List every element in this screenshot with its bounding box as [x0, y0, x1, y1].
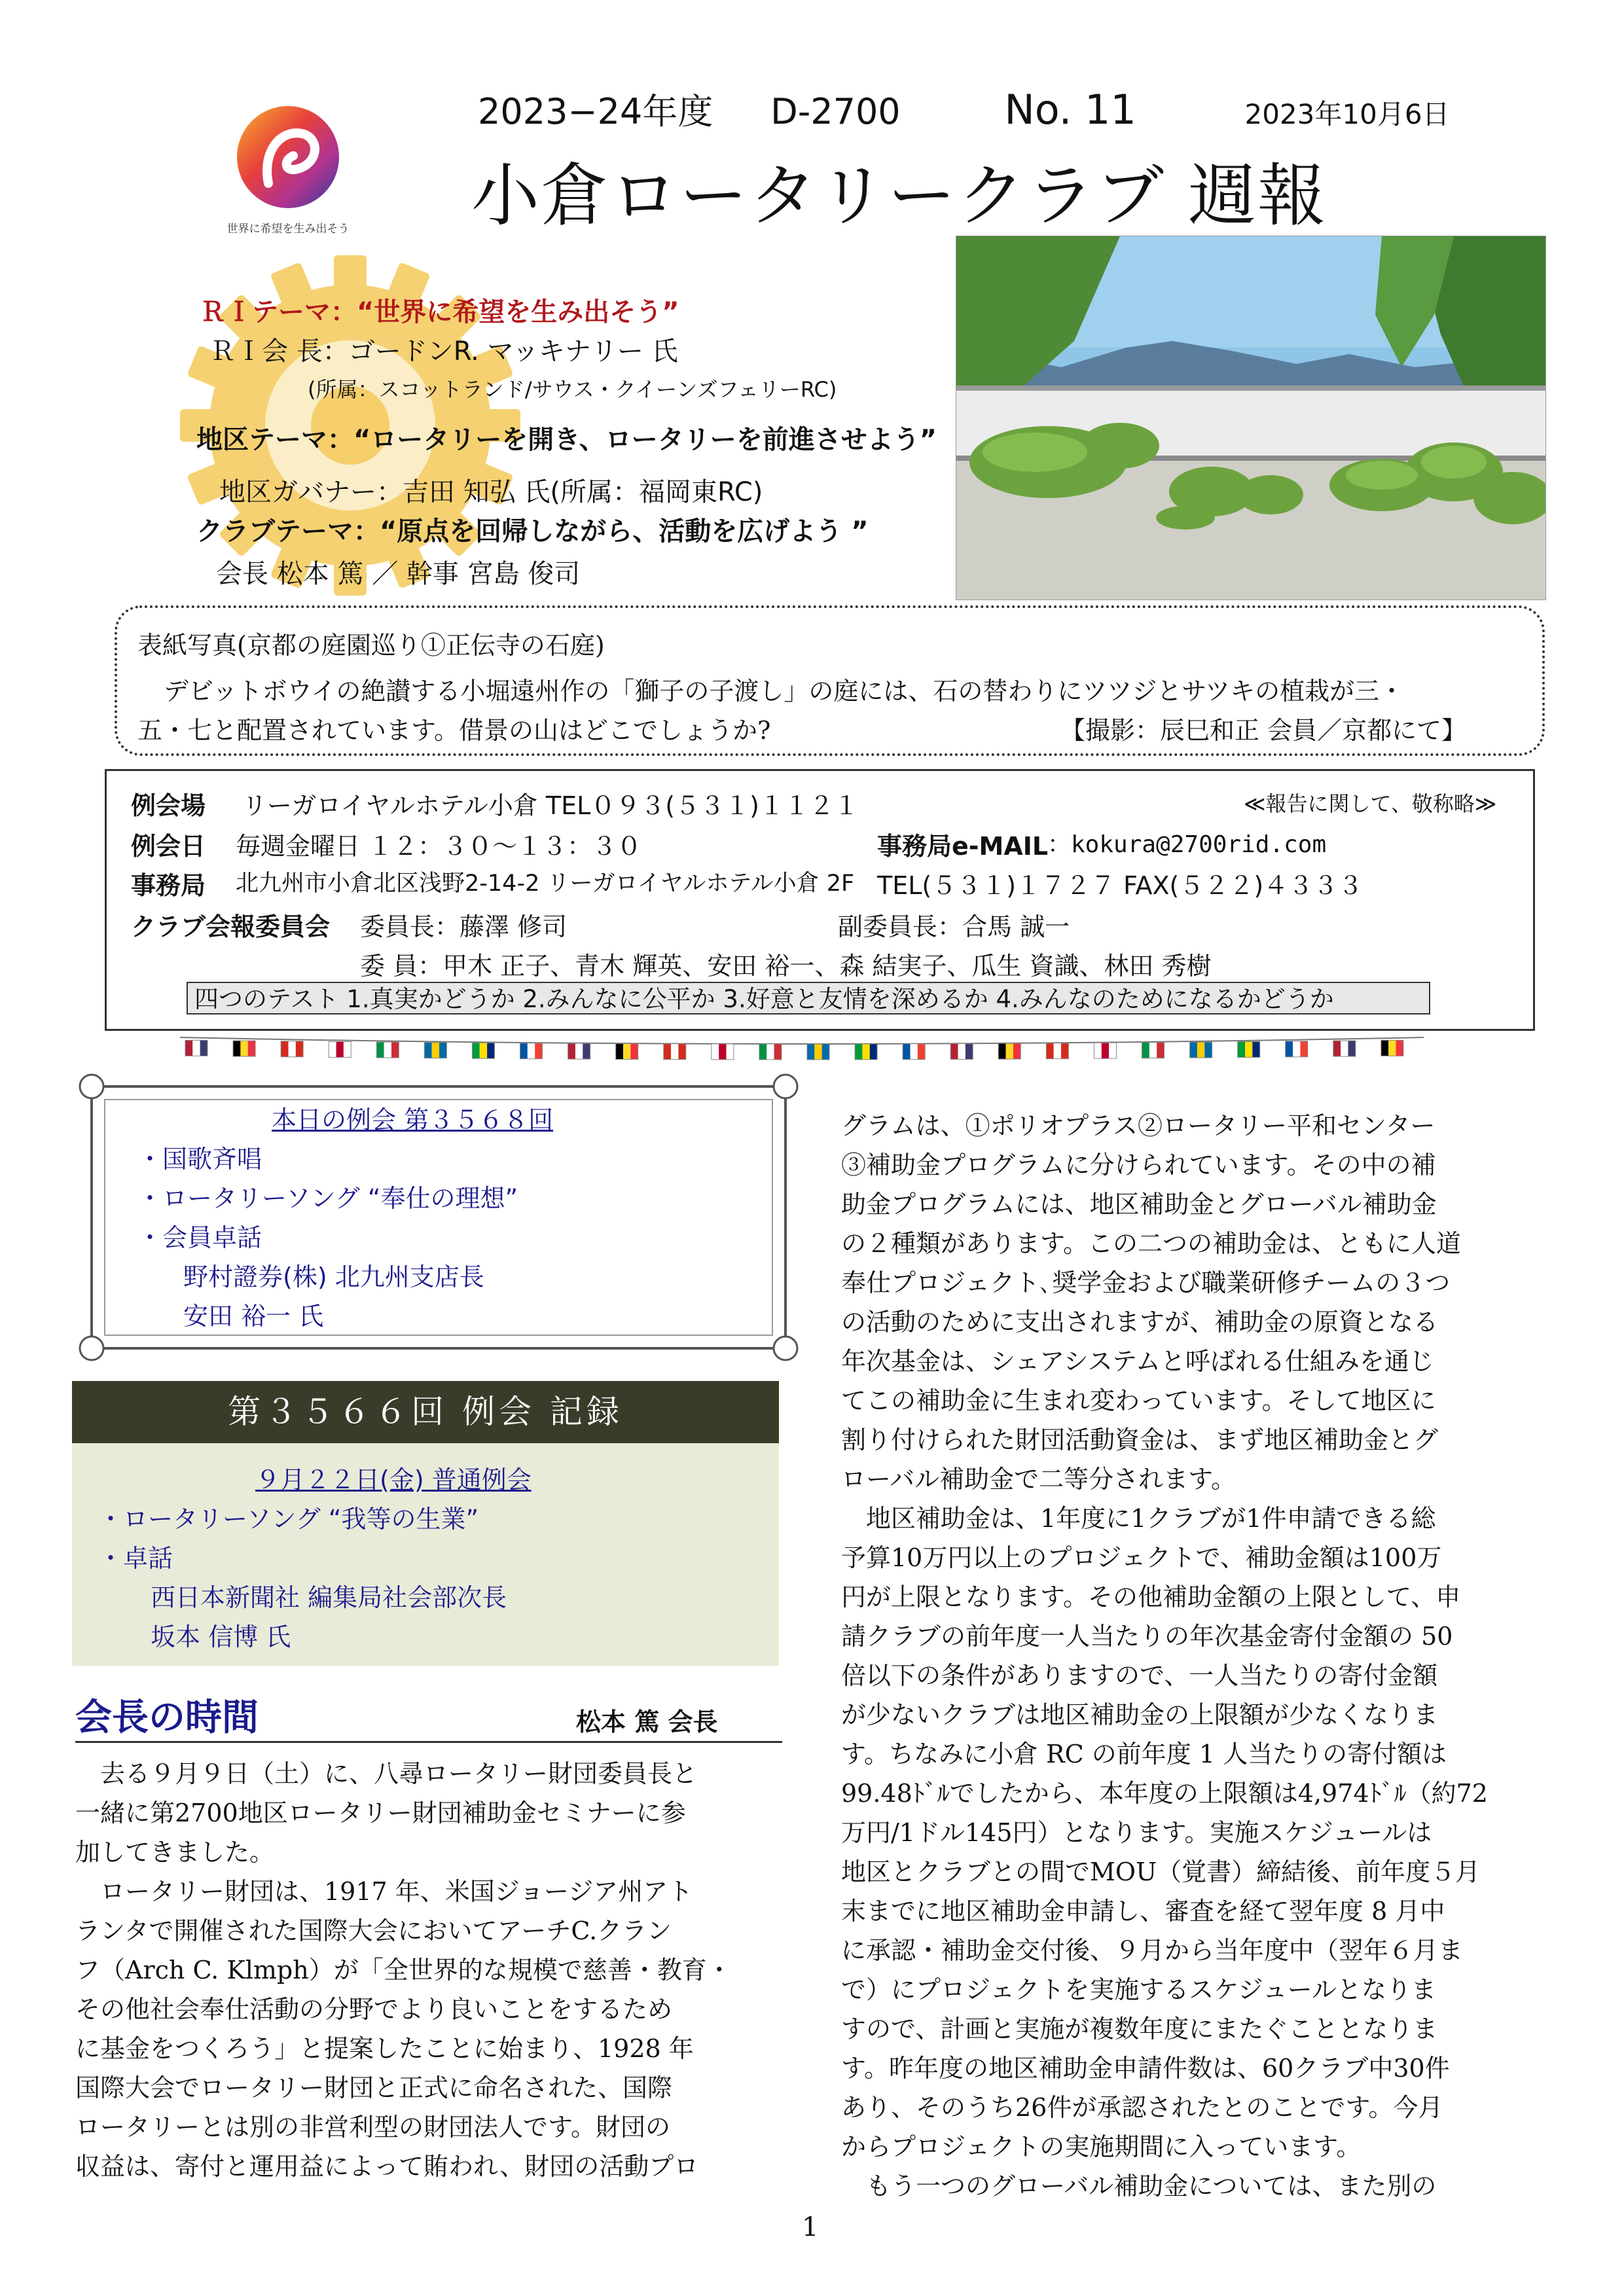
- flag-icon: [472, 1043, 494, 1058]
- committee-vice-chair: 副委員長：合馬 誠一: [838, 912, 1070, 941]
- text-line: 一緒に第2700地区ロータリー財団補助金セミナーに参: [75, 1799, 686, 1827]
- venue-label: 例会場: [131, 791, 206, 820]
- text-line: 国際大会でロータリー財団と正式に命名された、国際: [75, 2073, 673, 2102]
- venue: リーガロイヤルホテル小倉 TEL０９３(５３１)１１２１: [242, 791, 859, 820]
- district-theme: 地区テーマ：“ロータリーを開き、ロータリーを前進させよう”: [196, 425, 937, 455]
- flag-icon: [1381, 1040, 1403, 1056]
- cover-photo: [956, 236, 1546, 600]
- logo-caption: 世界に希望を生み出そう: [226, 223, 350, 236]
- text-line: ローバル補助金で二等分されます。: [841, 1465, 1236, 1494]
- president-section-title: 会長の時間: [75, 1696, 259, 1739]
- text-line: の活動のために支出されますが、補助金の原資となる: [841, 1308, 1439, 1336]
- flag-icon: [185, 1040, 208, 1056]
- flag-icon: [1286, 1041, 1308, 1057]
- flag-icon: [1333, 1041, 1356, 1056]
- president-text-right: [841, 1106, 1561, 2206]
- flag-icon: [950, 1043, 973, 1059]
- text-line: に基金をつくろう」と提案したことに始まり、1928 年: [75, 2034, 694, 2063]
- flag-icon: [712, 1044, 734, 1060]
- fiscal-year: 2023−24年度: [478, 91, 713, 132]
- text-line: 地区補助金は、1年度に1クラブが1件申請できる総: [866, 1504, 1436, 1533]
- flag-bunting-decoration: [180, 1031, 1424, 1070]
- text-line: 地区とクラブとの間でMOU（覚書）締結後、前年度５月: [841, 1857, 1481, 1886]
- issue-number: No. 11: [1004, 86, 1136, 134]
- text-line: の２種類があります。この二つの補助金は、ともに人道: [841, 1229, 1461, 1258]
- flag-icon: [329, 1041, 351, 1057]
- office-phone: TEL(５３１)１７２７ FAX(５２２)４３３３: [877, 871, 1363, 900]
- honorific-note: ≪報告に関して、敬称略≫: [1244, 791, 1497, 816]
- text-line: ランタで開催された国際大会においてアーチC.クラン: [75, 1916, 672, 1945]
- caption-line-1: デビットボウイの絶讃する小堀遠州作の「獅子の子渡し」の庭には、石の替わりにツツジとサツキの植栽が三・: [164, 677, 1405, 706]
- office-address: 北九州市小倉北区浅野2-14-2 リーガロイヤルホテル小倉 2F: [236, 870, 855, 897]
- caption-credit: 【撮影：辰巳和正 会員／京都にて】: [1060, 716, 1467, 745]
- text-line: す。昨年度の地区補助金申請件数は、60クラブ中30件: [841, 2054, 1450, 2083]
- record-speaker-org: 西日本新聞社 編集局社会部次長: [151, 1583, 507, 1612]
- today-item: ・ロータリーソング “奉仕の理想”: [137, 1184, 518, 1213]
- flag-icon: [568, 1043, 590, 1059]
- record-speaker-name: 坂本 信博 氏: [151, 1623, 291, 1651]
- text-line: もう一つのグローバル補助金については、また別の: [866, 2172, 1437, 2200]
- text-line: 請クラブの前年度一人当たりの年次基金寄付金額の 50: [841, 1622, 1453, 1651]
- district-number: D-2700: [770, 91, 901, 132]
- text-line: ③補助金プログラムに分けられています。その中の補: [841, 1151, 1436, 1179]
- text-line: 倍以下の条件がありますので、一人当たりの寄付金額: [841, 1661, 1438, 1690]
- page-number: 1: [802, 2212, 819, 2242]
- text-line: グラムは、①ポリオプラス②ロータリー平和センター: [841, 1111, 1435, 1140]
- record-item: ・ロータリーソング “我等の生業”: [98, 1505, 479, 1534]
- text-line: あり、そのうち26件が承認されたとのことです。今月: [841, 2093, 1443, 2122]
- page-title: 小倉ロータリークラブ 週報: [471, 156, 1327, 236]
- text-line: に承認・補助金交付後、９月から当年度中（翌年６月ま: [841, 1936, 1464, 1965]
- flag-icon: [376, 1042, 399, 1058]
- text-line: 去る９月９日（土）に、八尋ロータリー財団委員長と: [100, 1759, 698, 1788]
- district-governor: 地区ガバナー：吉田 知弘 氏(所属：福岡東RC): [219, 477, 763, 507]
- flag-icon: [616, 1043, 638, 1059]
- ri-president: ＲＩ会 長：ゴードンR. マッキナリー 氏: [209, 336, 678, 367]
- text-line: 予算10万円以上のプロジェクトで、補助金額は100万: [841, 1543, 1442, 1572]
- email-address[interactable]: ：kokura@2700rid.com: [1047, 831, 1327, 858]
- president-text-left: [75, 1754, 789, 2186]
- club-officers: 会長 松本 篤 ／ 幹事 宮島 俊司: [216, 559, 581, 589]
- flag-icon: [1238, 1041, 1260, 1057]
- text-line: てこの補助金に生まれ変わっています。そして地区に: [841, 1386, 1436, 1415]
- flag-icon: [1094, 1043, 1116, 1058]
- meeting-day-label: 例会日: [131, 832, 206, 861]
- text-line: ロータリー財団は、1917 年、米国ジョージア州アト: [100, 1877, 693, 1906]
- section-divider: [75, 1741, 782, 1743]
- committee-members: 委 員：甲木 正子、青木 輝英、安田 裕一、森 結実子、瓜生 資識、林田 秀樹: [360, 952, 1212, 980]
- record-date: ９月２２日(金) 普通例会: [255, 1465, 532, 1494]
- club-theme: クラブテーマ：“原点を回帰しながら、活動を広げよう ”: [196, 516, 869, 547]
- president-name: 松本 篤 会長: [576, 1708, 718, 1736]
- text-line: が少ないクラブは地区補助金の上限額が少なくなりま: [841, 1700, 1439, 1729]
- email-label: 事務局e-MAIL: [877, 832, 1049, 861]
- flag-icon: [520, 1043, 543, 1059]
- text-line: 円が上限となります。その他補助金額の上限として、申: [841, 1583, 1461, 1611]
- committee-chair: 委員長：藤澤 修司: [360, 912, 568, 941]
- text-line: す。ちなみに小倉 RC の前年度 1 人当たりの寄付額は: [841, 1740, 1447, 1768]
- text-line: 割り付けられた財団活動資金は、まず地区補助金とグ: [841, 1426, 1439, 1454]
- flag-icon: [1046, 1043, 1068, 1059]
- flag-icon: [664, 1044, 686, 1060]
- today-title: 本日の例会 第３５６８回: [272, 1105, 554, 1134]
- flag-icon: [807, 1044, 829, 1060]
- ri-affiliation: (所属：スコットランド/サウス・クイーンズフェリーRC): [308, 377, 837, 402]
- issue-line: [478, 84, 1499, 134]
- text-line: すので、計画と実施が複数年度にまたぐこととなりま: [841, 2015, 1438, 2043]
- meeting-day: 毎週金曜日 １２：３０～１３：３０: [236, 832, 642, 861]
- text-line: 助金プログラムには、地区補助金とグローバル補助金: [841, 1190, 1437, 1219]
- issue-date: 2023年10月6日: [1244, 98, 1450, 130]
- today-speaker-name: 安田 裕一 氏: [183, 1302, 324, 1331]
- text-line: 年次基金は、シェアシステムと呼ばれる仕組みを通じ: [841, 1347, 1434, 1376]
- four-way-test: 四つのテスト 1.真実かどうか 2.みんなに公平か 3.好意と友情を深めるか 4.みんなのためになるかどうか: [187, 982, 1430, 1014]
- office-label: 事務局: [131, 871, 206, 900]
- flag-icon: [903, 1044, 925, 1060]
- flag-icon: [281, 1041, 303, 1057]
- text-line: 収益は、寄付と運用益によって賄われ、財団の活動プロ: [75, 2152, 699, 2181]
- flag-icon: [424, 1043, 446, 1058]
- text-line: 末までに地区補助金申請し、審査を経て翌年度 8 月中: [841, 1897, 1445, 1926]
- flag-icon: [1142, 1043, 1164, 1058]
- text-line: で）にプロジェクトを実施するスケジュールとなりま: [841, 1975, 1436, 2004]
- record-item: ・卓話: [98, 1544, 173, 1573]
- flag-icon: [855, 1044, 877, 1060]
- text-line: ロータリーとは別の非営利型の財団法人です。財団の: [75, 2113, 670, 2142]
- today-item: ・会員卓話: [137, 1223, 262, 1252]
- flag-icon: [233, 1041, 255, 1056]
- text-line: 99.48ﾄﾞﾙでしたから、本年度の上限額は4,974ﾄﾞﾙ（約72: [841, 1779, 1488, 1808]
- today-speaker-org: 野村證券(株) 北九州支店長: [183, 1263, 484, 1291]
- meeting-record-heading: 第３５６６回 例会 記録: [72, 1381, 779, 1443]
- flag-icon: [998, 1043, 1020, 1059]
- today-item: ・国歌斉唱: [137, 1145, 262, 1174]
- caption-line-2: 五・七と配置されています。借景の山はどこでしょうか?: [137, 716, 771, 745]
- text-line: 加してきました。: [75, 1838, 275, 1867]
- ri-theme: ＲＩテーマ：“世界に希望を生み出そう”: [200, 297, 679, 327]
- text-line: フ（Arch C. Klmph）が「全世界的な規模で慈善・教育・: [75, 1956, 732, 1984]
- flag-icon: [759, 1044, 782, 1060]
- text-line: 奉仕プロジェクト､奨学金および職業研修チームの３つ: [841, 1268, 1451, 1297]
- text-line: その他社会奉仕活動の分野でより良いことをするため: [75, 1995, 673, 2024]
- flag-icon: [1190, 1042, 1212, 1058]
- committee-label: クラブ会報委員会: [131, 912, 331, 941]
- rotary-logo-icon: [223, 92, 353, 236]
- text-line: からプロジェクトの実施期間に入っています。: [841, 2132, 1362, 2161]
- text-line: 万円/1ドル145円）となります。実施スケジュールは: [841, 1818, 1432, 1847]
- caption-title: 表紙写真(京都の庭園巡り①正伝寺の石庭): [137, 631, 605, 660]
